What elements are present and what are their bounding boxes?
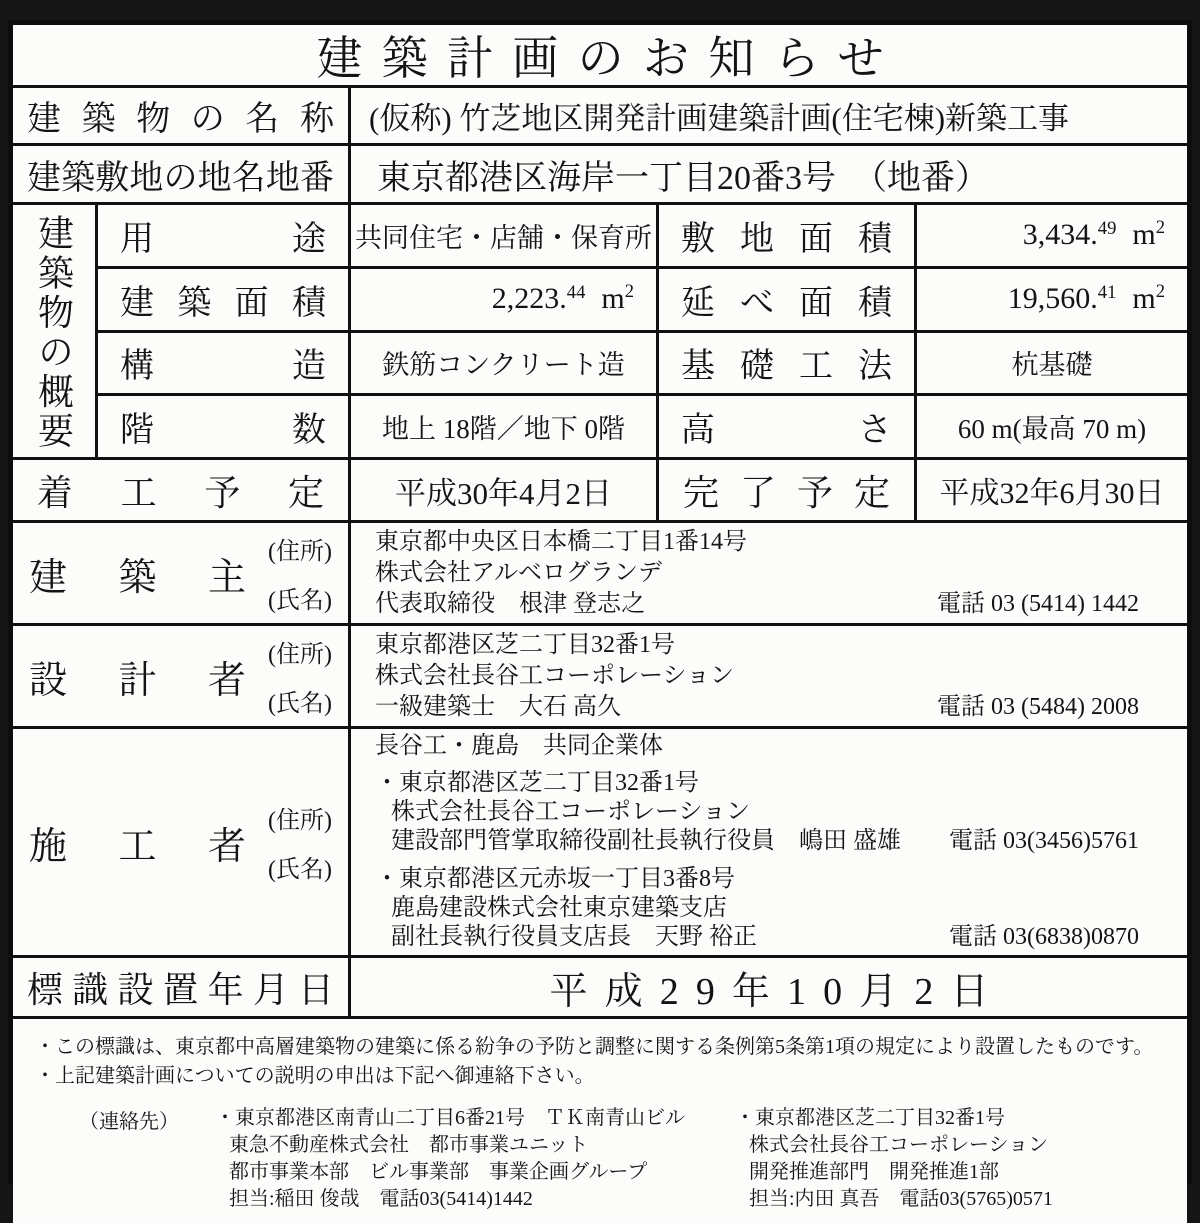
site-area-label-cell xyxy=(659,205,914,266)
contact2-person: 担当:内田 真吾 電話03(5765)0571 xyxy=(749,1188,1053,1210)
sign-date-value-cell xyxy=(351,958,1187,1016)
foundation-value: 杭基礎 xyxy=(917,333,1187,394)
sign-date-value: 平成29年10月2日 xyxy=(549,970,1006,1013)
contractor1-representative: 建設部門管掌取締役副社長執行役員 嶋田 盛雄 xyxy=(391,828,901,854)
floors-value: 地上 18階／地下 0階 xyxy=(351,396,656,457)
building-name-row xyxy=(13,88,1187,143)
contractor-jv: 長谷工・鹿島 共同企業体 xyxy=(375,733,663,759)
usage-label-cell xyxy=(98,205,348,266)
building-name-label-cell xyxy=(13,88,348,143)
structure-label: 構造 xyxy=(120,348,326,386)
site-address-label-cell xyxy=(13,146,348,202)
contractor-sublabels xyxy=(268,800,332,884)
designer-architect: 一級建築士 大石 高久 xyxy=(375,693,621,720)
site-address-value: 東京都港区海岸一丁目20番3号 （地番） xyxy=(351,146,1187,202)
foundation-label-cell xyxy=(659,333,914,394)
sign-title: 建築計画のお知らせ xyxy=(316,33,903,84)
owner-sub-address: (住所) xyxy=(268,539,332,565)
height-label-cell xyxy=(659,396,914,457)
site-address-row xyxy=(13,146,1187,202)
designer-phone: 電話 03 (5484) 2008 xyxy=(937,693,1139,720)
contractor1-phone: 電話 03(3456)5761 xyxy=(949,828,1139,854)
end-date-label-cell xyxy=(659,460,914,520)
contact2-dept: 開発推進部門 開発推進1部 xyxy=(749,1161,999,1183)
height-value: 60 m(最高 70 m) xyxy=(917,396,1187,457)
contractor1-company: 株式会社長谷工コーポレーション xyxy=(391,799,751,825)
contact-block-2 xyxy=(735,1105,1053,1213)
building-area-value: 2,223.44 $m^2$ xyxy=(351,269,656,330)
sign-date-label: 標識設置年月日 xyxy=(27,969,334,1010)
contact1-person: 担当:稲田 俊哉 電話03(5414)1442 xyxy=(229,1188,533,1210)
owner-label-cell xyxy=(13,523,348,623)
designer-value-cell xyxy=(351,626,1187,726)
building-area-label: 建築面積 xyxy=(120,284,326,322)
total-area-value: 19,560.41 $m^2$ xyxy=(917,269,1187,330)
structure-value: 鉄筋コンクリート造 xyxy=(351,333,656,394)
total-area-label-cell xyxy=(659,269,914,330)
total-area-label: 延べ面積 xyxy=(681,284,892,322)
owner-sublabels xyxy=(268,531,332,615)
site-address-label: 建築敷地の地名地番 xyxy=(27,159,334,197)
site-area-value: 3,434.49 $m^2$ xyxy=(917,205,1187,266)
usage-value: 共同住宅・店舗・保育所 xyxy=(351,205,656,266)
contractor-value-cell xyxy=(351,729,1187,955)
end-date-value: 平成32年6月30日 xyxy=(917,460,1187,520)
floors-label: 階数 xyxy=(120,412,326,450)
overview-side-label: 建築物の概要 xyxy=(33,214,74,448)
footer-note-1: ・この標識は、東京都中高層建築物の建築に係る紛争の予防と調整に関する条例第5条第1項の規定により設置したものです。 xyxy=(35,1036,1154,1058)
owner-sub-name: (氏名) xyxy=(268,588,332,614)
contractor-sub-name: (氏名) xyxy=(268,857,332,883)
contact1-address: ・東京都港区南青山二丁目6番21号 ＴＫ南青山ビル xyxy=(215,1107,685,1129)
contact-label: （連絡先） xyxy=(79,1111,179,1133)
contractor2-company: 鹿島建設株式会社東京建築支店 xyxy=(391,895,727,921)
footer-contacts xyxy=(35,1105,1165,1213)
contractor-sub-address: (住所) xyxy=(268,808,332,834)
owner-value-cell xyxy=(351,523,1187,623)
building-name-value: (仮称) 竹芝地区開発計画建築計画(住宅棟)新築工事 xyxy=(351,88,1187,143)
owner-company: 株式会社アルベログランデ xyxy=(375,559,663,586)
owner-label: 建築主 xyxy=(29,556,247,599)
construction-notice-sign xyxy=(8,20,1192,1210)
contact-block-1 xyxy=(215,1105,735,1213)
contractor2-address: ・東京都港区元赤坂一丁目3番8号 xyxy=(375,866,735,892)
owner-phone: 電話 03 (5414) 1442 xyxy=(937,590,1139,617)
contractor-row xyxy=(13,729,1187,955)
designer-label-cell xyxy=(13,626,348,726)
usage-label: 用途 xyxy=(120,220,326,258)
site-area-label: 敷地面積 xyxy=(681,220,892,258)
owner-representative: 代表取締役 根津 登志之 xyxy=(375,590,645,617)
contact1-company: 東急不動産株式会社 都市事業ユニット xyxy=(229,1134,589,1156)
designer-sub-address: (住所) xyxy=(268,642,332,668)
title-row xyxy=(13,25,1187,85)
contractor2-representative: 副社長執行役員支店長 天野 裕正 xyxy=(391,924,757,950)
designer-label: 設計者 xyxy=(29,659,247,702)
owner-address: 東京都中央区日本橋二丁目1番14号 xyxy=(375,528,747,555)
contact2-address: ・東京都港区芝二丁目32番1号 xyxy=(735,1107,1005,1129)
owner-row xyxy=(13,523,1187,623)
overview-side-label-cell xyxy=(13,205,95,457)
sign-date-row xyxy=(13,958,1187,1016)
start-date-value: 平成30年4月2日 xyxy=(351,460,656,520)
title-cell xyxy=(13,25,1187,85)
contact2-company: 株式会社長谷工コーポレーション xyxy=(749,1134,1049,1156)
end-date-label: 完了予定 xyxy=(683,472,890,513)
contact1-dept: 都市事業本部 ビル事業部 事業企画グループ xyxy=(229,1161,648,1183)
footer-note-2: ・上記建築計画についての説明の申出は下記へ御連絡下さい。 xyxy=(35,1065,595,1087)
floors-label-cell xyxy=(98,396,348,457)
sign-date-label-cell xyxy=(13,958,348,1016)
building-area-label-cell xyxy=(98,269,348,330)
contractor-label: 施工者 xyxy=(29,825,247,868)
schedule-row xyxy=(13,460,1187,520)
contractor1-address: ・東京都港区芝二丁目32番1号 xyxy=(375,770,699,796)
designer-sublabels xyxy=(268,634,332,718)
foundation-label: 基礎工法 xyxy=(681,348,892,386)
building-overview-section xyxy=(13,205,1187,457)
designer-row xyxy=(13,626,1187,726)
height-label: 高さ xyxy=(681,412,892,450)
start-date-label: 着工予定 xyxy=(37,472,324,513)
building-name-label: 建築物の名称 xyxy=(27,101,334,138)
designer-company: 株式会社長谷工コーポレーション xyxy=(375,662,735,689)
start-date-label-cell xyxy=(13,460,348,520)
designer-address: 東京都港区芝二丁目32番1号 xyxy=(375,631,675,658)
contractor2-phone: 電話 03(6838)0870 xyxy=(949,924,1139,950)
designer-sub-name: (氏名) xyxy=(268,691,332,717)
contractor-label-cell xyxy=(13,729,348,955)
structure-label-cell xyxy=(98,333,348,394)
footer-cell xyxy=(13,1019,1187,1223)
footer-row xyxy=(13,1019,1187,1223)
